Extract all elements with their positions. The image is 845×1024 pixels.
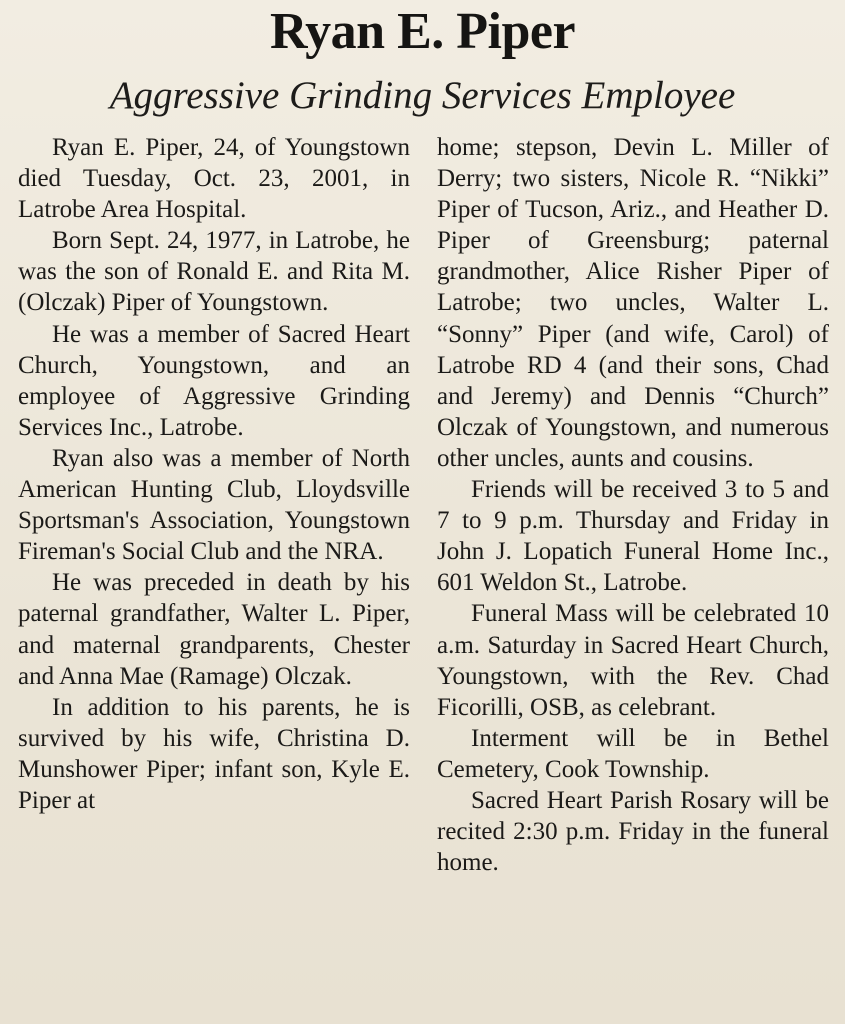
- obituary-subheadline: Aggressive Grinding Services Employee: [109, 74, 736, 117]
- obituary-headline: Ryan E. Piper: [269, 3, 576, 60]
- left-column: [18, 132, 410, 816]
- paragraph-preceded-in-death: He was preceded in death by his paternal grandfather, Walter L. Piper, and maternal grandparents, Chester and Anna Mae (Ramage) Olczak.: [18, 569, 410, 690]
- paragraph-survivors-start: In addition to his parents, he is survived by his wife, Christina D. Munshower Piper; infant son, Kyle E. Piper at: [18, 693, 410, 814]
- paragraph-visitation: Friends will be received 3 to 5 and 7 to 9 p.m. Thursday and Friday in John J. Lopatich Funeral Home Inc., 601 Weldon St., Latrobe.: [437, 476, 829, 597]
- paragraph-survivors-continued: home; stepson, Devin L. Miller of Derry; two sisters, Nicole R. “Nikki” Piper of Tucson, Ariz., and Heather D. Piper of Greensburg; paternal grandmother, Alice Risher Piper of Latrobe; two uncles, Walter L. “Sonny” Piper (and wife, Carol) of Latrobe RD 4 (and their sons, Chad and Jeremy) and Dennis “Church” Olczak of Youngstown, and numerous other uncles, aunts and cousins.: [437, 134, 829, 472]
- paragraph-church-employment: He was a member of Sacred Heart Church, Youngstown, and an employee of Aggressive Grinding Services Inc., Latrobe.: [18, 320, 410, 441]
- paragraph-rosary: Sacred Heart Parish Rosary will be recited 2:30 p.m. Friday in the funeral home.: [437, 786, 829, 877]
- paragraph-funeral-mass: Funeral Mass will be celebrated 10 a.m. Saturday in Sacred Heart Church, Youngstown, with the Rev. Chad Ficorilli, OSB, as celebrant.: [437, 600, 829, 721]
- right-column: [437, 132, 829, 878]
- paragraph-death-notice: Ryan E. Piper, 24, of Youngstown died Tuesday, Oct. 23, 2001, in Latrobe Area Hospital.: [18, 134, 410, 224]
- paragraph-interment: Interment will be in Bethel Cemetery, Cook Township.: [437, 724, 829, 783]
- paragraph-memberships: Ryan also was a member of North American Hunting Club, Lloydsville Sportsman's Association, Youngstown Fireman's Social Club and the NRA.: [18, 444, 410, 566]
- paragraph-birth: Born Sept. 24, 1977, in Latrobe, he was the son of Ronald E. and Rita M. (Olczak) Piper of Youngstown.: [18, 227, 410, 317]
